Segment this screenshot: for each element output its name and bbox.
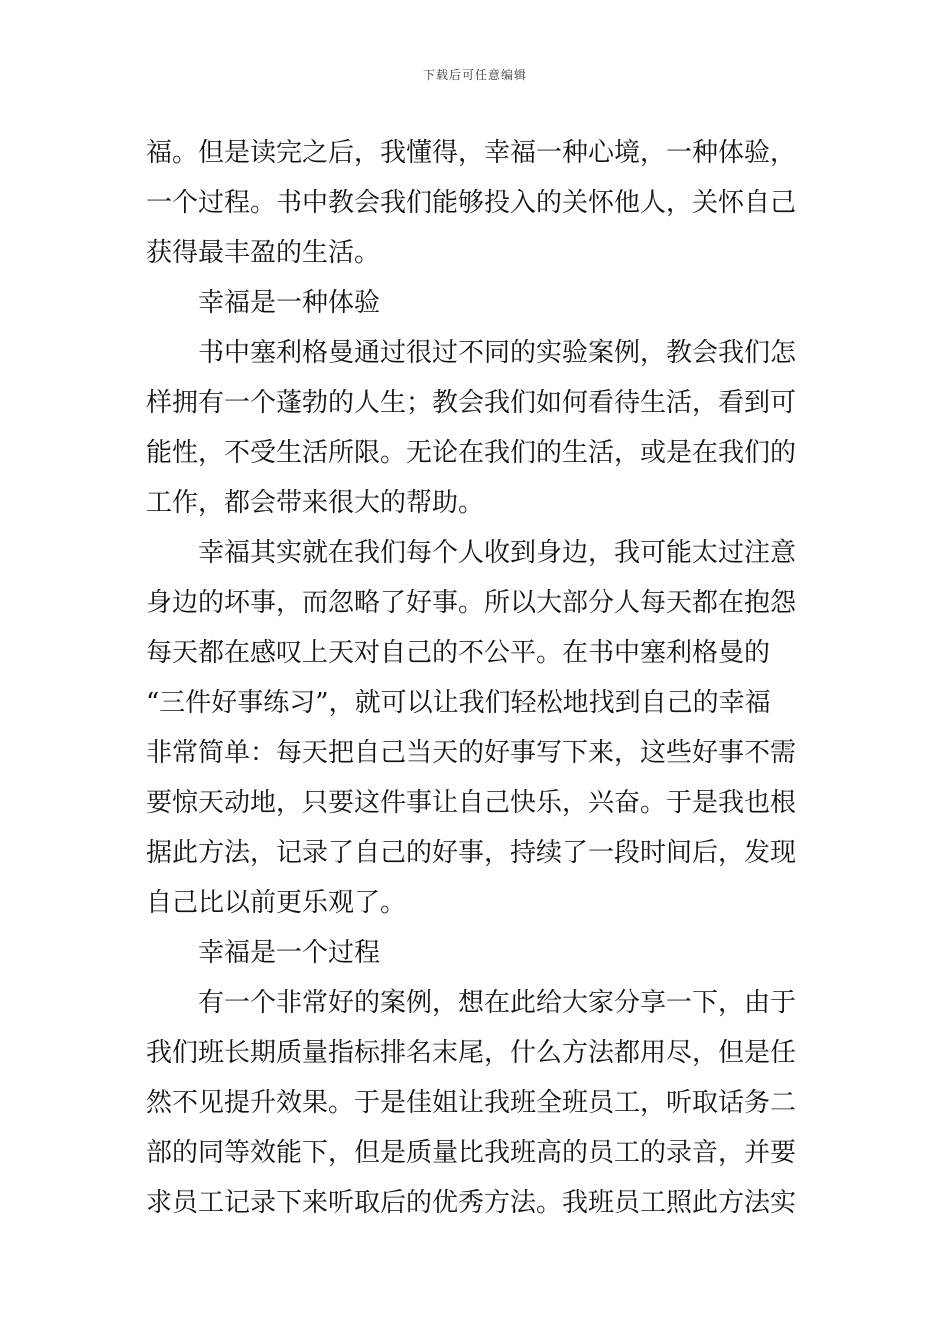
text-line: 福。但是读完之后，我懂得，幸福一种心境，一种体验， (146, 138, 797, 168)
text-line: 身边的坏事，而忽略了好事。所以大部分人每天都在抱怨 (146, 588, 797, 618)
text-line: 每天都在感叹上天对自己的不公平。在书中塞利格曼的 (146, 638, 771, 668)
section-heading: 幸福是一种体验 (198, 288, 381, 318)
text-line: 工作，都会带来很大的帮助。 (146, 488, 485, 518)
text-line: “三件好事练习”，就可以让我们轻松地找到自己的幸福 (146, 688, 771, 718)
text-line: 有一个非常好的案例，想在此给大家分享一下，由于 (198, 988, 797, 1018)
text-line: 自己比以前更乐观了。 (146, 888, 407, 918)
text-line: 求员工记录下来听取后的优秀方法。我班员工照此方法实 (146, 1188, 797, 1218)
text-line: 样拥有一个蓬勃的人生；教会我们如何看待生活，看到可 (146, 388, 797, 418)
text-line: 非常简单：每天把自己当天的好事写下来，这些好事不需 (146, 738, 797, 768)
text-line: 部的同等效能下，但是质量比我班高的员工的录音，并要 (146, 1138, 797, 1168)
text-line: 据此方法，记录了自己的好事，持续了一段时间后，发现 (146, 838, 797, 868)
text-line: 能性，不受生活所限。无论在我们的生活，或是在我们的 (146, 438, 797, 468)
text-line: 我们班长期质量指标排名末尾，什么方法都用尽，但是任 (146, 1038, 797, 1068)
text-line: 一个过程。书中教会我们能够投入的关怀他人，关怀自己 (146, 188, 797, 218)
text-line: 幸福其实就在我们每个人收到身边，我可能太过注意 (198, 538, 797, 568)
document-body (146, 128, 808, 1228)
text-line: 获得最丰盈的生活。 (146, 238, 381, 268)
text-line: 要惊天动地，只要这件事让自己快乐，兴奋。于是我也根 (146, 788, 797, 818)
section-heading: 幸福是一个过程 (198, 938, 381, 968)
page-header: 下载后可任意编辑 (422, 68, 527, 82)
text-line: 然不见提升效果。于是佳姐让我班全班员工，听取话务二 (146, 1088, 797, 1118)
text-line: 书中塞利格曼通过很过不同的实验案例，教会我们怎 (198, 338, 797, 368)
